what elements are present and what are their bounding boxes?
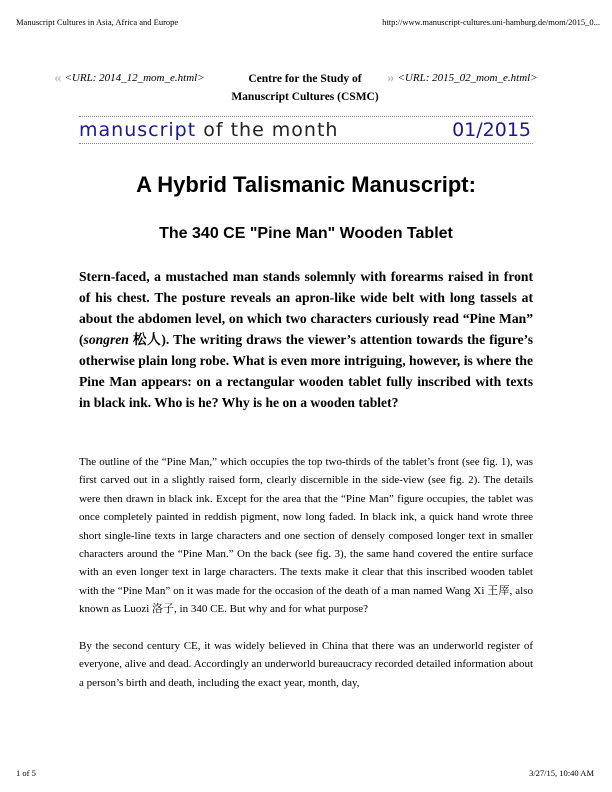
double-chevron-left-icon: « [54, 70, 59, 86]
body-paragraph: By the second century CE, it was widely believed in China that there was an underworld register of everyone, alive and dead. Accordingly an underworld bureaucracy recorded detailed information about a person’s birth and death, including the exact year, month, day, [79, 640, 533, 689]
site-title: Manuscript Cultures in Asia, Africa and Europe [16, 17, 179, 27]
page-number: 1 of 5 [16, 768, 36, 778]
masthead-word2: of the month [196, 119, 339, 141]
centre-name-line2: Manuscript Cultures (CSMC) [231, 91, 379, 103]
lead-italic: songren [83, 332, 129, 347]
next-link-label[interactable]: <URL: 2015_02_mom_e.html> [397, 72, 538, 84]
page-url: http://www.manuscript-cultures.uni-hamburg.de/mom/2015_0... [382, 17, 600, 27]
page-subtitle: The 340 CE "Pine Man" Wooden Tablet [159, 225, 453, 242]
centre-name-line1: Centre for the Study of [248, 73, 362, 85]
lead-text-1: Stern-faced, a mustached man stands solemnly with forearms raised in front of his chest. The posture reveals an apron-like wide belt with long tassels at about the abdomen level, on which two characters curiously read “Pine Man” ( [79, 269, 533, 347]
double-chevron-right-icon: » [387, 70, 392, 86]
lead-text-2: 松人). The writing draws the viewer’s attention towards the figure’s otherwise plain long robe. What is even more intriguing, however, is where the Pine Man appears: on a rectangular wooden tablet fully inscribed with texts in black ink. Who is he? Why is he on a wooden tablet? [79, 332, 533, 410]
page-title: A Hybrid Talismanic Manuscript: [136, 172, 476, 197]
centre-name [210, 70, 400, 106]
lead-paragraph [79, 266, 533, 413]
masthead [79, 116, 533, 144]
next-link[interactable] [387, 70, 538, 87]
masthead-word1: manuscript [79, 119, 197, 141]
prev-link[interactable] [54, 70, 205, 87]
body-paragraph: The outline of the “Pine Man,” which occupies the top two-thirds of the tablet’s front (see fig. 1), was first carved out in a slightly raised form, clearly discernible in the side-view (see fig. 2). The details were then drawn in black ink. Except for the area that the “Pine Man” figure occupies, the tablet was once completely painted in reddish pigment, now long faded. In black ink, a quick hand wrote three short single-line texts in large characters and one section of densely composed longer text in smaller characters around the “Pine Man.” On the back (see fig. 3), the same hand covered the entire surface with an even longer text in large characters. The texts make it clear that this inscribed wooden tablet with the “Pine Man” on it was made for the occasion of the death of a man named Wang Xi 王厗, also known as Luozi 洛子, in 340 CE. But why and for what purpose? [79, 456, 533, 616]
prev-link-label[interactable]: <URL: 2014_12_mom_e.html> [64, 72, 205, 84]
masthead-date: 01/2015 [452, 119, 531, 141]
print-datetime: 3/27/15, 10:40 AM [529, 768, 594, 778]
